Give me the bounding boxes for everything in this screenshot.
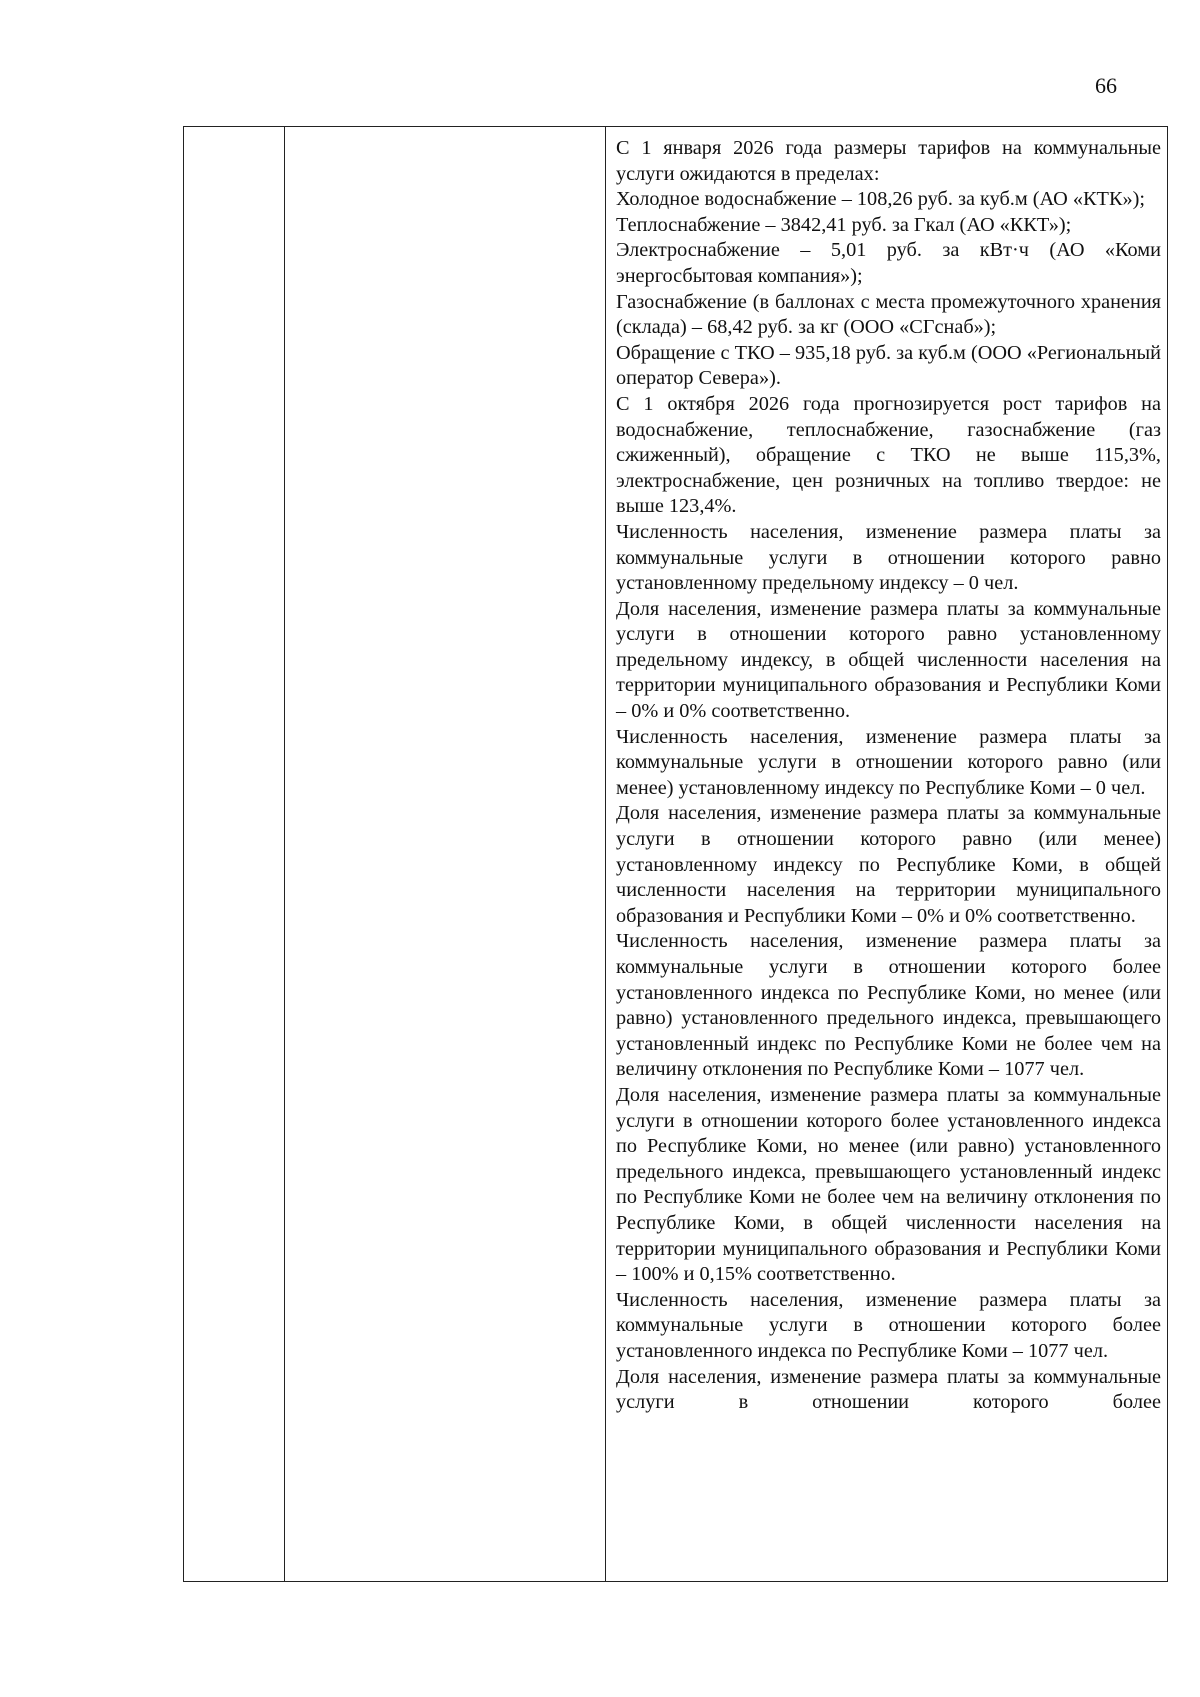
table-cell-number [184, 127, 285, 1582]
page-number: 66 [1095, 73, 1117, 98]
paragraph: Численность населения, изменение размера платы за коммунальные услуги в отношении которого более установленного индекса по Республике Коми, но менее (или равно) установленного предельного индекса, превышающего установленный индекс по Республике Коми не более чем на величину отклонения по Республике Коми – 1077 чел. [616, 930, 1161, 1081]
paragraph: Обращение с ТКО – 935,18 руб. за куб.м (ООО «Региональный оператор Севера»). [616, 341, 1161, 390]
paragraph: Доля населения, изменение размера платы за коммунальные услуги в отношении которого равно установленному предельному индексу, в общей численности населения на территории муниципального образования и Республики Коми – 0% и 0% соответственно. [616, 597, 1161, 723]
table-cell-description [606, 127, 1168, 1582]
paragraph: Газоснабжение (в баллонах с места промежуточного хранения (склада) – 68,42 руб. за кг (ООО «СГснаб»); [616, 290, 1161, 339]
paragraph: Численность населения, изменение размера платы за коммунальные услуги в отношении которого равно установленному предельному индексу – 0 чел. [616, 520, 1161, 595]
table-cell-indicator [285, 127, 606, 1582]
paragraph: Численность населения, изменение размера платы за коммунальные услуги в отношении которого равно (или менее) установленному индексу по Республике Коми – 0 чел. [616, 725, 1161, 799]
paragraph: Холодное водоснабжение – 108,26 руб. за куб.м (АО «КТК»); [616, 188, 1146, 211]
description-text [606, 127, 1167, 1416]
paragraph: Доля населения, изменение размера платы за коммунальные услуги в отношении которого более установленного индекса по Республике Коми, но менее (или равно) установленного предельного индекса, превышающего установленный индекс по Республике Коми не более чем на величину отклонения по Республике Коми, в общей численности населения на территории муниципального образования и Республики Коми – 100% и 0,15% соответственно. [616, 1083, 1161, 1286]
table-row [184, 127, 1168, 1582]
document-table [183, 126, 1168, 1582]
paragraph: Электроснабжение – 5,01 руб. за кВт·ч (АО «Коми энергосбытовая компания»); [616, 239, 1161, 287]
paragraph: Численность населения, изменение размера платы за коммунальные услуги в отношении которого более установленного индекса по Республике Коми – 1077 чел. [616, 1288, 1161, 1362]
paragraph: С 1 января 2026 года размеры тарифов на коммунальные услуги ожидаются в пределах: [616, 137, 1161, 185]
paragraph: Теплоснабжение – 3842,41 руб. за Гкал (АО «ККТ»); [616, 213, 1072, 236]
paragraph: Доля населения, изменение размера платы за коммунальные услуги в отношении которого более [616, 1365, 1161, 1414]
paragraph: С 1 октября 2026 года прогнозируется рост тарифов на водоснабжение, теплоснабжение, газоснабжение (газ сжиженный), обращение с ТКО не выше 115,3%, электроснабжение, цен розничных на топливо твердое: не выше 123,4%. [616, 392, 1161, 518]
paragraph: Доля населения, изменение размера платы за коммунальные услуги в отношении которого равно (или менее) установленному индексу по Республике Коми, в общей численности населения на территории муниципального образования и Республики Коми – 0% и 0% соответственно. [616, 802, 1161, 927]
